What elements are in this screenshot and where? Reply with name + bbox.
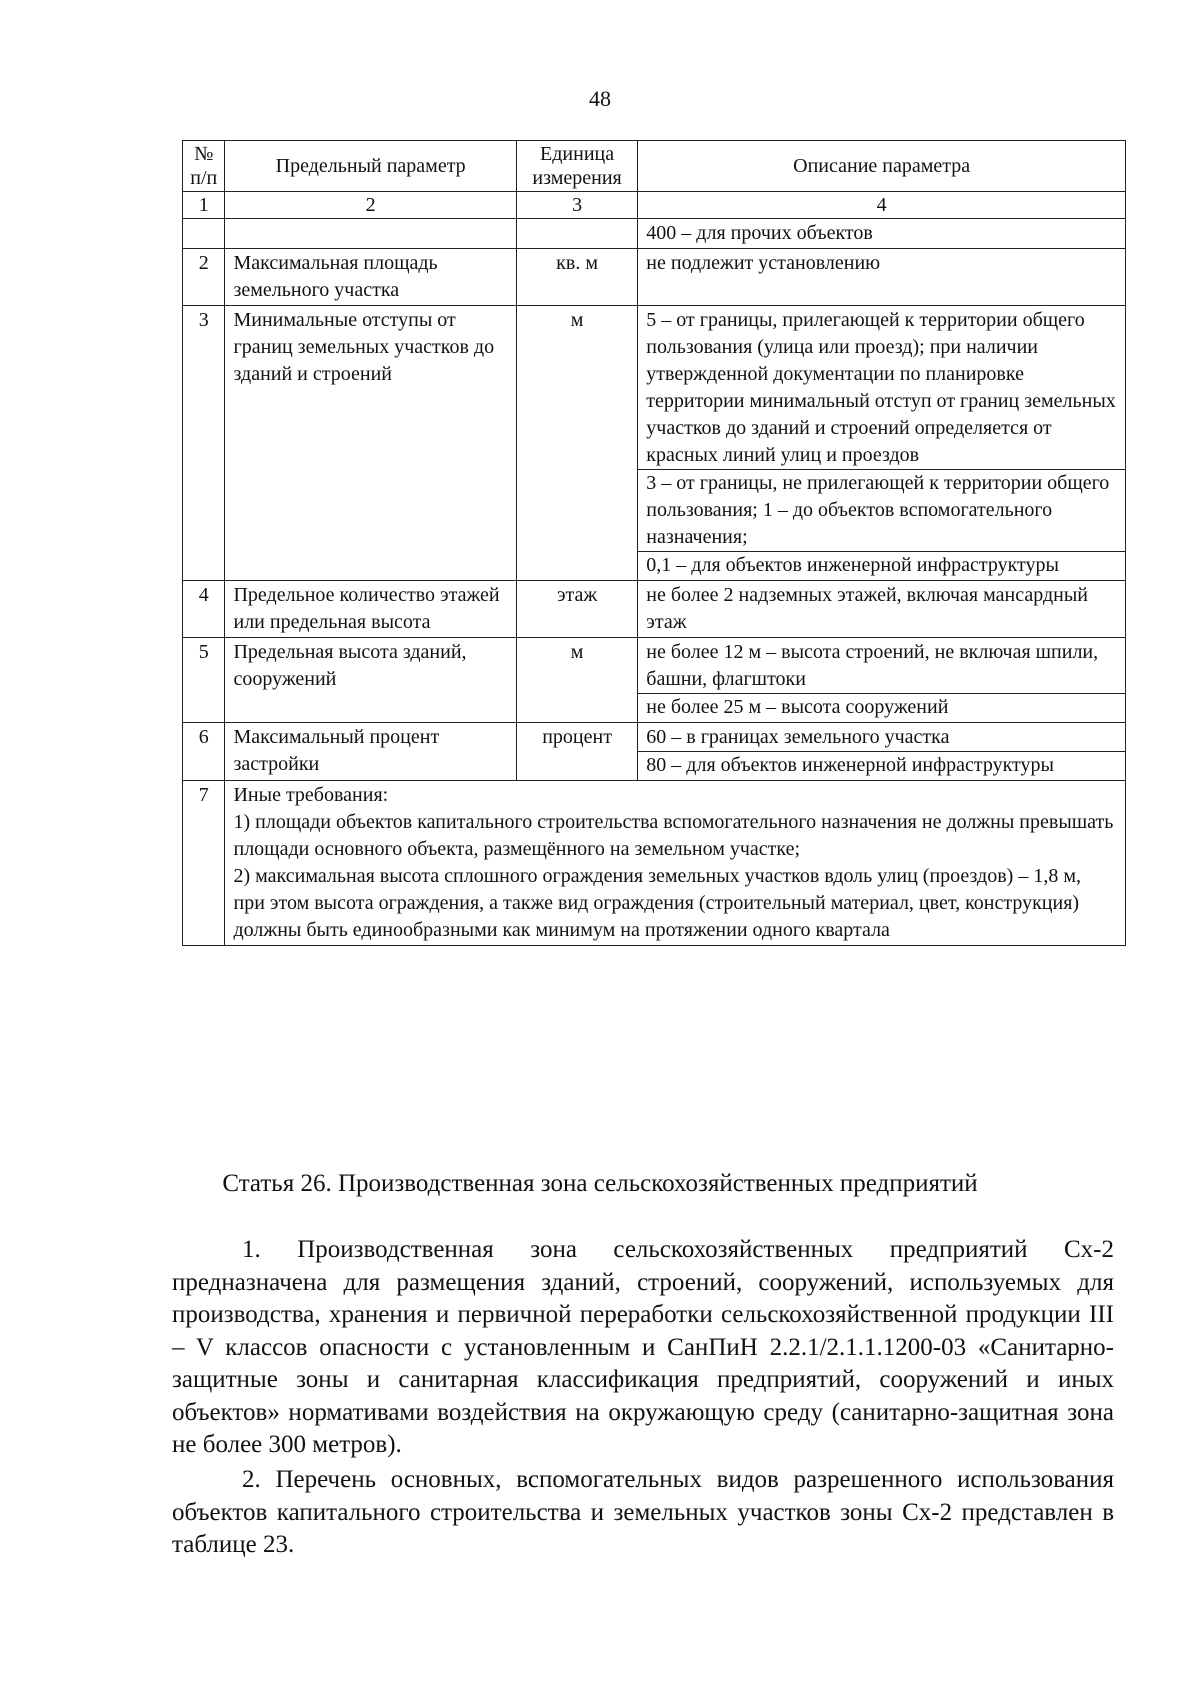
row-num: 5	[183, 638, 225, 723]
row-desc	[638, 306, 1126, 581]
desc-part: 0,1 – для объектов инженерной инфраструктуры	[646, 554, 1059, 576]
table-row	[183, 781, 1126, 946]
table-row	[183, 219, 1126, 249]
table-index-row	[183, 192, 1126, 219]
row-desc: не более 2 надземных этажей, включая мансардный этаж	[638, 581, 1126, 638]
row-num: 2	[183, 249, 225, 306]
row-param: Минимальные отступы от границ земельных участков до зданий и строений	[225, 306, 516, 581]
row-unit: м	[516, 306, 637, 581]
row-unit: этаж	[516, 581, 637, 638]
row-desc	[638, 723, 1126, 781]
row-param: Максимальный процент застройки	[225, 723, 516, 781]
row-desc: 400 – для прочих объектов	[638, 219, 1126, 249]
header-num: № п/п	[183, 141, 225, 192]
index-cell: 3	[516, 192, 637, 219]
article-title: Статья 26. Производственная зона сельскохозяйственных предприятий	[222, 1170, 978, 1197]
row-unit	[516, 219, 637, 249]
desc-part: 5 – от границы, прилегающей к территории общего пользования (улица или проезд); при наличии утвержденной документации по планировке территории минимальный отступ от границ земельных участков до зданий и строений определяется от красных линий улиц и проездов	[638, 307, 1125, 470]
index-cell: 2	[225, 192, 516, 219]
paragraph-2-text: 2. Перечень основных, вспомогательных видов разрешенного использования объектов капитального строительства и земельных участков зоны Сх-2 представлен в таблице 23.	[172, 1466, 1114, 1558]
paragraph-1	[172, 1234, 1114, 1462]
row-num: 6	[183, 723, 225, 781]
table-row	[183, 306, 1126, 581]
desc-part: 3 – от границы, не прилегающей к территории общего пользования; 1 – до объектов вспомогательного назначения;	[638, 470, 1125, 552]
table-row	[183, 638, 1126, 723]
row-num	[183, 219, 225, 249]
row-num: 4	[183, 581, 225, 638]
header-unit: Единица измерения	[516, 141, 637, 192]
paragraph-1-text: 1. Производственная зона сельскохозяйственных предприятий Сх-2 предназначена для размещения зданий, строений, сооружений, используемых для производства, хранения и первичной переработки сельскохозяйственной продукции III – V классов опасности с установленным и СанПиН 2.2.1/2.1.1.1200-03 «Санитарно-защитные зоны и санитарная классификация предприятий, сооружений и иных объектов» нормативами воздействия на окружающую среду (санитарно-защитная зона не более 300 метров).	[172, 1236, 1114, 1458]
requirements-title: Иные требования:	[233, 784, 389, 806]
desc-part: не более 25 м – высота сооружений	[646, 696, 949, 718]
desc-part: не более 12 м – высота строений, не включая шпили, башни, флагштоки	[638, 639, 1125, 694]
row-param: Предельное количество этажей или предельная высота	[225, 581, 516, 638]
row-desc: не подлежит установлению	[638, 249, 1126, 306]
header-param: Предельный параметр	[225, 141, 516, 192]
page-number: 48	[589, 86, 611, 111]
row-unit: кв. м	[516, 249, 637, 306]
table-row	[183, 581, 1126, 638]
table-row	[183, 723, 1126, 781]
row-param: Предельная высота зданий, сооружений	[225, 638, 516, 723]
table-header-row	[183, 141, 1126, 192]
desc-part: 80 – для объектов инженерной инфраструктуры	[646, 754, 1054, 776]
header-desc: Описание параметра	[638, 141, 1126, 192]
parameters-table	[182, 140, 1126, 946]
row-desc	[638, 638, 1126, 723]
requirement-item: 2) максимальная высота сплошного ограждения земельных участков вдоль улиц (проездов) – 1,8 м, при этом высота ограждения, а также вид ограждения (строительный материал, цвет, конструкция) должны быть единообразными как минимум на протяжении одного квартала	[233, 865, 1081, 941]
index-cell: 1	[183, 192, 225, 219]
row-unit: процент	[516, 723, 637, 781]
row-param: Максимальная площадь земельного участка	[225, 249, 516, 306]
paragraph-2	[172, 1464, 1114, 1562]
row-num: 3	[183, 306, 225, 581]
requirement-item: 1) площади объектов капитального строительства вспомогательного назначения не должны превышать площади основного объекта, размещённого на земельном участке;	[233, 811, 1114, 860]
index-cell: 4	[638, 192, 1126, 219]
row-param	[225, 219, 516, 249]
row-unit: м	[516, 638, 637, 723]
row-num: 7	[183, 781, 225, 946]
desc-part: 60 – в границах земельного участка	[638, 724, 1125, 752]
row-other-requirements	[225, 781, 1126, 946]
table-row	[183, 249, 1126, 306]
